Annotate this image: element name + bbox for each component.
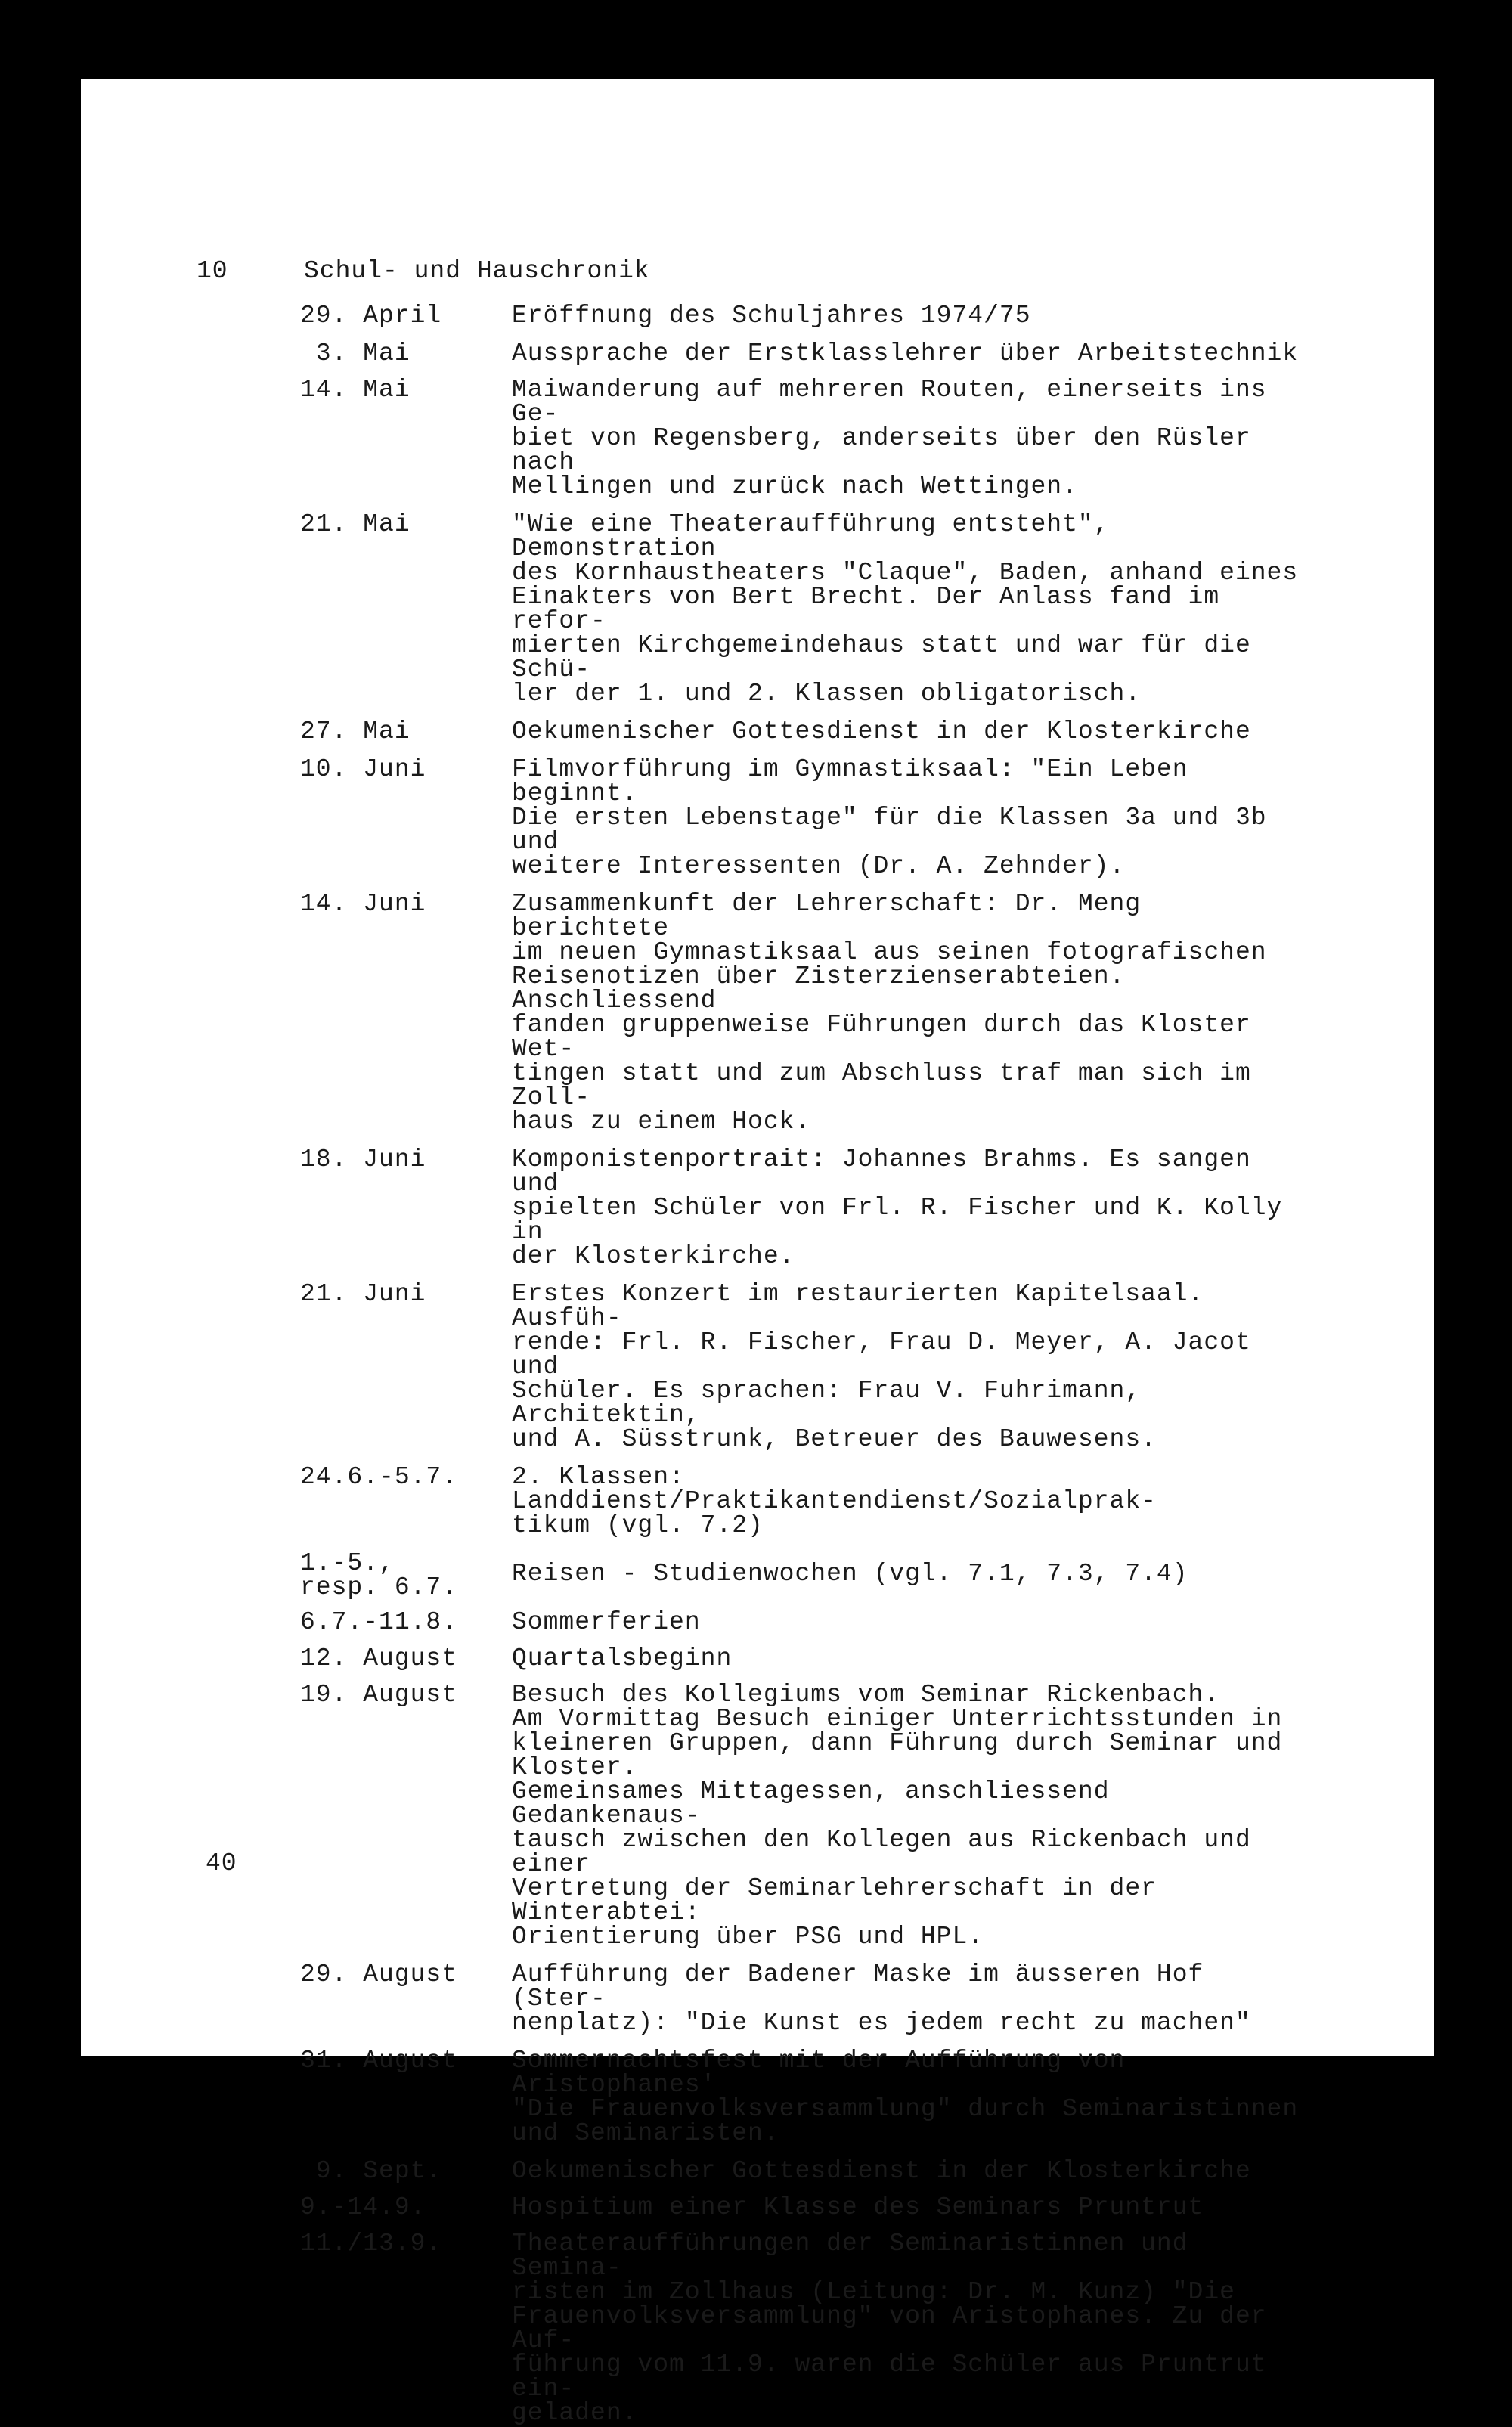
entry-text: Sommerferien	[512, 1608, 701, 1636]
entry-text: Aussprache der Erstklasslehrer über Arbeitstechnik	[512, 339, 1299, 367]
entry-date: 10. Juni	[300, 755, 426, 783]
entry-date: 14. Juni	[300, 890, 426, 918]
chronicle-entry	[300, 1683, 1313, 1949]
entry-text: 2. Klassen: Landdienst/Praktikantendienst/Sozialprak- tikum (vgl. 7.2)	[512, 1463, 1157, 1539]
entry-text: Aufführung der Badener Maske im äusseren Hof (Ster- nenplatz): "Die Kunst es jedem recht zu machen"	[512, 1961, 1251, 2037]
entry-date: 6.7.-11.8.	[300, 1608, 458, 1636]
chronicle-entry	[300, 1282, 1313, 1452]
chronicle-entry	[300, 304, 1313, 328]
entry-date: 29. April	[300, 302, 442, 330]
entry-date: 19. August	[300, 1681, 458, 1709]
entry-text: Sommernachtsfest mit der Aufführung von Aristophanes' "Die Frauenvolksversammlung" durch Seminaristinnen und Seminaristen.	[512, 2047, 1299, 2147]
entry-date: 12. August	[300, 1644, 458, 1672]
entry-text: Reisen - Studienwochen (vgl. 7.1, 7.3, 7.4)	[512, 1560, 1188, 1588]
section-number: 10	[197, 257, 228, 285]
entry-date: 31. August	[300, 2047, 458, 2075]
chronicle-entry	[300, 1644, 1313, 1672]
chronicle-entry	[300, 1465, 1313, 1538]
chronicle-entry	[300, 1145, 1313, 1270]
chronicle-entry	[300, 892, 1313, 1134]
chronicle-entry	[300, 1551, 1313, 1600]
entry-text: "Wie eine Theateraufführung entsteht", Demonstration des Kornhaustheaters "Claque", Baden, anhand eines Einakters von Bert Brecht. Der Anlass fand im refor- mierten Kirchgemeindehaus statt und war für die Schü- ler der 1. und 2. Klassen obligatorisch.	[512, 510, 1299, 708]
entry-text: Besuch des Kollegiums vom Seminar Rickenbach. Am Vormittag Besuch einiger Unterrichtsstunden in kleineren Gruppen, dann Führung durch Seminar und Kloster. Gemeinsames Mittagessen, anschliessend Gedankenaus- tausch zwischen den Kollegen aus Rickenbach und einer Vertretung der Seminarlehrerschaft in der Winterabtei: Orientierung über PSG und HPL.	[512, 1681, 1283, 1951]
entry-text: Filmvorführung im Gymnastiksaal: "Ein Leben beginnt. Die ersten Lebenstage" für die Klassen 3a und 3b und weitere Interessenten (Dr. A. Zehnder).	[512, 755, 1267, 880]
entry-date: 24.6.-5.7.	[300, 1463, 458, 1491]
entry-text: Oekumenischer Gottesdienst in der Klosterkirche	[512, 718, 1251, 745]
chronicle-entry	[300, 755, 1313, 880]
chronicle-entry	[300, 339, 1313, 367]
entry-text: Theateraufführungen der Seminaristinnen und Semina- risten im Zollhaus (Leitung: Dr. M. Kunz) "Die Frauenvolksversammlung" von Aristophanes. Zu der Auf- führung vom 11.9. waren die Schüler aus Pruntrut ein- geladen.	[512, 2230, 1267, 2427]
entry-date: 21. Juni	[300, 1280, 426, 1308]
entry-date: 29. August	[300, 1961, 458, 1988]
chronicle-entry	[300, 1610, 1313, 1635]
chronicle-entries	[300, 304, 1313, 2425]
page-number: 40	[206, 1849, 237, 1877]
entry-text: Oekumenischer Gottesdienst in der Klosterkirche	[512, 2157, 1251, 2185]
chronicle-entry	[300, 2049, 1313, 2146]
entry-date: 18. Juni	[300, 1145, 426, 1173]
entry-date: 14. Mai	[300, 376, 411, 404]
entry-text: Zusammenkunft der Lehrerschaft: Dr. Meng berichtete im neuen Gymnastiksaal aus seinen fotografischen Reisenotizen über Zisterzienserabteien. Anschliessend fanden gruppenweise Führungen durch das Kloster Wet- tingen statt und zum Abschluss traf man sich im Zoll- haus zu einem Hock.	[512, 890, 1267, 1136]
chronicle-entry	[300, 510, 1313, 708]
entry-date: 11./13.9.	[300, 2230, 442, 2258]
entry-text: Maiwanderung auf mehreren Routen, einerseits ins Ge- biet von Regensberg, anderseits über den Rüsler nach Mellingen und zurück nach Wettingen.	[512, 376, 1267, 501]
entry-date: 3. Mai	[300, 339, 411, 367]
entry-text: Erstes Konzert im restaurierten Kapitelsaal. Ausfüh- rende: Frl. R. Fischer, Frau D. Meyer, A. Jacot und Schüler. Es sprachen: Frau V. Fuhrimann, Architektin, und A. Süsstrunk, Betreuer des Bauwesens.	[512, 1280, 1251, 1453]
entry-date: 27. Mai	[300, 718, 411, 745]
entry-text: Komponistenportrait: Johannes Brahms. Es sangen und spielten Schüler von Frl. R. Fischer und K. Kolly in der Klosterkirche.	[512, 1145, 1283, 1270]
section-title: Schul- und Hauschronik	[304, 257, 650, 285]
chronicle-entry	[300, 720, 1313, 744]
chronicle-entry	[300, 1963, 1313, 2035]
entry-date: 9. Sept.	[300, 2157, 442, 2185]
entry-text: Hospitium einer Klasse des Seminars Pruntrut	[512, 2193, 1204, 2221]
entry-date: 1.-5., resp. 6.7.	[300, 1549, 458, 1601]
document-page	[81, 79, 1434, 2427]
chronicle-entry	[300, 2193, 1313, 2221]
entry-text: Eröffnung des Schuljahres 1974/75	[512, 302, 1031, 330]
entry-date: 9.-14.9.	[300, 2193, 426, 2221]
chronicle-entry	[300, 2232, 1313, 2425]
entry-text: Quartalsbeginn	[512, 1644, 733, 1672]
chronicle-entry	[300, 2159, 1313, 2184]
entry-date: 21. Mai	[300, 510, 411, 538]
chronicle-entry	[300, 378, 1313, 499]
